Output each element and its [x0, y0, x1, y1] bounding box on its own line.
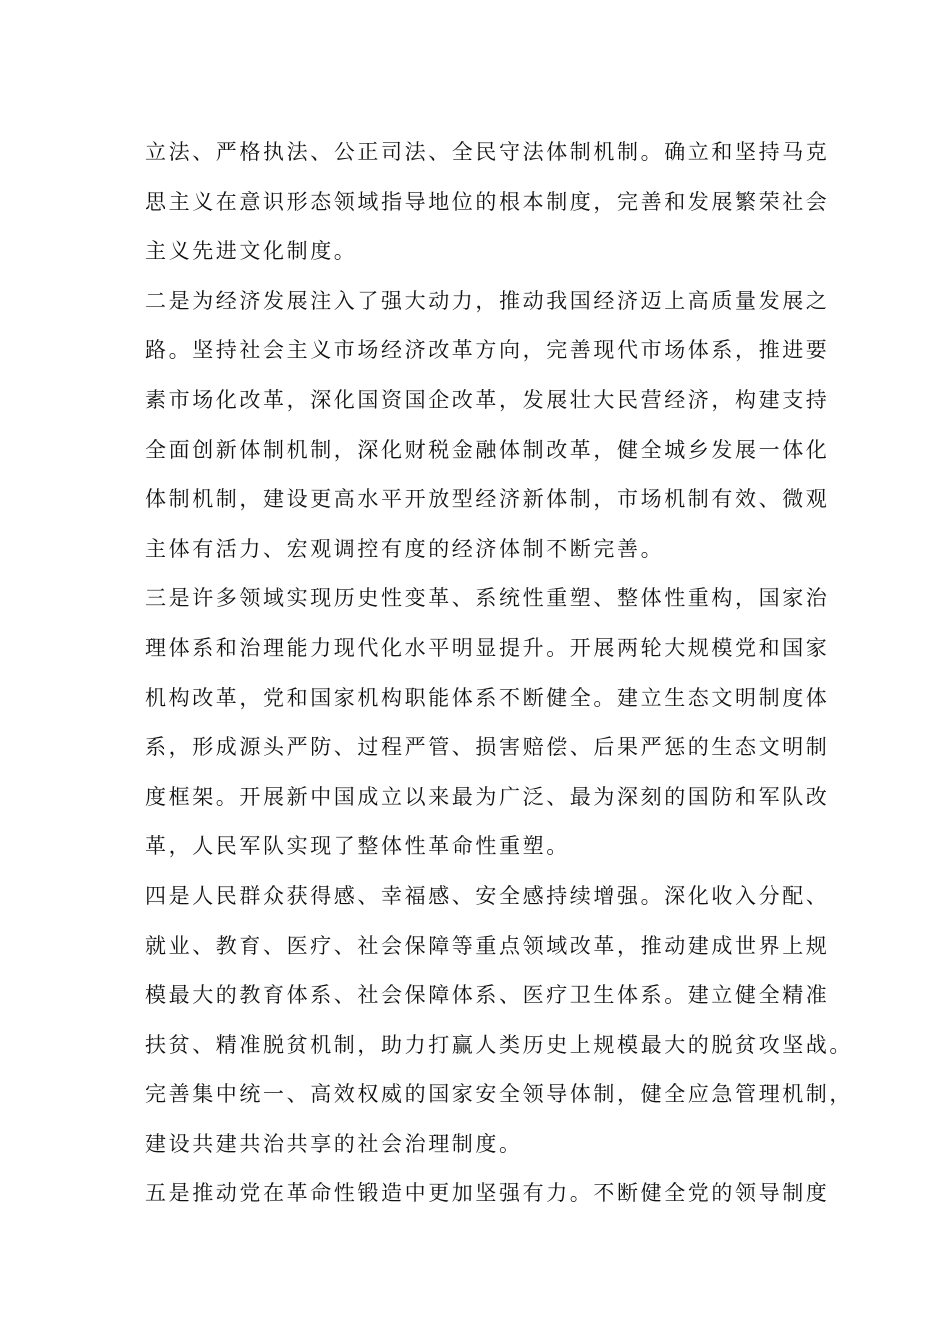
- text-line: 全面创新体制机制，深化财税金融体制改革，健全城乡发展一体化: [145, 437, 830, 462]
- text-line: 系，形成源头严防、过程严管、损害赔偿、后果严惩的生态文明制: [145, 735, 830, 760]
- text-line: 模最大的教育体系、社会保障体系、医疗卫生体系。建立健全精准: [145, 983, 830, 1008]
- text-line: 度框架。开展新中国成立以来最为广泛、最为深刻的国防和军队改: [145, 784, 830, 809]
- text-line: 机构改革，党和国家机构职能体系不断健全。建立生态文明制度体: [145, 685, 830, 710]
- text-line: 主体有活力、宏观调控有度的经济体制不断完善。: [145, 536, 665, 561]
- text-line: 理体系和治理能力现代化水平明显提升。开展两轮大规模党和国家: [145, 635, 830, 660]
- text-line: 革，人民军队实现了整体性革命性重塑。: [145, 834, 570, 859]
- text-line: 主义先进文化制度。: [145, 239, 358, 264]
- text-line: 扶贫、精准脱贫机制，助力打赢人类历史上规模最大的脱贫攻坚战。: [145, 1032, 853, 1057]
- text-line: 四是人民群众获得感、幸福感、安全感持续增强。深化收入分配、: [145, 883, 830, 908]
- text-line: 立法、严格执法、公正司法、全民守法体制机制。确立和坚持马克: [145, 140, 830, 164]
- text-line: 二是为经济发展注入了强大动力，推动我国经济迈上高质量发展之: [145, 288, 830, 313]
- text-line: 建设共建共治共享的社会治理制度。: [145, 1131, 523, 1156]
- text-line: 就业、教育、医疗、社会保障等重点领域改革，推动建成世界上规: [145, 933, 830, 958]
- text-line: 体制机制，建设更高水平开放型经济新体制，市场机制有效、微观: [145, 487, 830, 512]
- text-line: 五是推动党在革命性锻造中更加坚强有力。不断健全党的领导制度: [145, 1181, 830, 1206]
- text-line: 思主义在意识形态领域指导地位的根本制度，完善和发展繁荣社会: [145, 189, 830, 214]
- text-line: 三是许多领域实现历史性变革、系统性重塑、整体性重构，国家治: [145, 586, 830, 611]
- text-line: 路。坚持社会主义市场经济改革方向，完善现代市场体系，推进要: [145, 338, 830, 363]
- body-text: [145, 134, 853, 1225]
- text-line: 素市场化改革，深化国资国企改革，发展壮大民营经济，构建支持: [145, 387, 830, 412]
- text-line: 完善集中统一、高效权威的国家安全领导体制，健全应急管理机制，: [145, 1082, 853, 1107]
